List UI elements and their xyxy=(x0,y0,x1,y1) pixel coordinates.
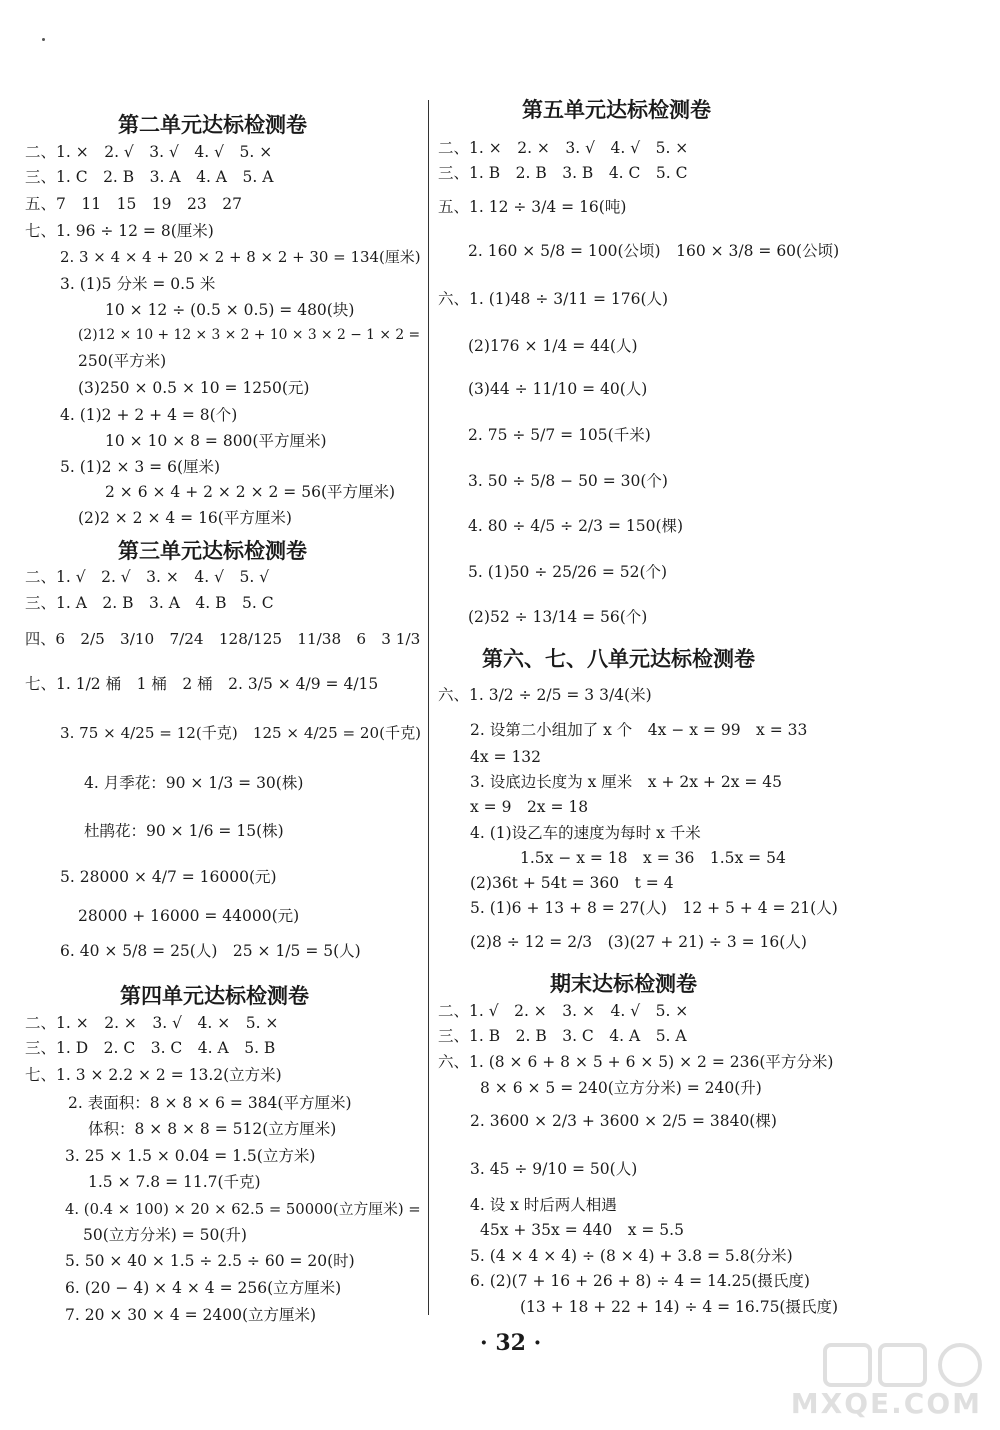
left-answer-line: 三、1. D 2. C 3. C 4. A 5. B xyxy=(25,1039,276,1057)
right-answer-line: 4. (1)设乙车的速度为每时 x 千米 xyxy=(470,824,701,842)
left-answer-line: 4. 月季花：90 × 1/3 = 30(株) xyxy=(84,774,304,792)
right-section-title: 第五单元达标检测卷 xyxy=(522,98,711,122)
left-answer-line: 体积：8 × 8 × 8 = 512(立方厘米) xyxy=(88,1120,337,1138)
left-answer-line: 2 × 6 × 4 + 2 × 2 × 2 = 56(平方厘米) xyxy=(105,483,396,501)
right-answer-line: (3)44 ÷ 11/10 = 40(人) xyxy=(468,380,648,398)
right-section-title: 期末达标检测卷 xyxy=(550,972,697,996)
watermark-text: MXQE.COM xyxy=(790,1387,982,1420)
left-answer-line: 28000 + 16000 = 44000(元) xyxy=(78,907,300,925)
right-answer-line: (2)36t + 54t = 360 t = 4 xyxy=(470,874,674,892)
left-answer-line: 二、1. √ 2. √ 3. × 4. √ 5. √ xyxy=(25,568,270,586)
left-answer-line: 五、7 11 15 19 23 27 xyxy=(25,195,242,213)
right-answer-line: 五、1. 12 ÷ 3/4 = 16(吨) xyxy=(438,198,627,216)
left-answer-line: 250(平方米) xyxy=(78,352,167,370)
left-answer-line: (3)250 × 0.5 × 10 = 1250(元) xyxy=(78,379,310,397)
right-answer-line: 3. 设底边长度为 x 厘米 x + 2x + 2x = 45 xyxy=(470,773,783,791)
left-answer-line: 三、1. C 2. B 3. A 4. A 5. A xyxy=(25,168,274,186)
right-answer-line: 六、1. 3/2 ÷ 2/5 = 3 3/4(米) xyxy=(438,686,652,704)
left-answer-line: (2)12 × 10 + 12 × 3 × 2 + 10 × 3 × 2 − 1 × 2 = xyxy=(78,327,421,343)
right-answer-line: 六、1. (1)48 ÷ 3/11 = 176(人) xyxy=(438,290,669,308)
left-section-title: 第三单元达标检测卷 xyxy=(118,539,307,563)
right-answer-line: (2)176 × 1/4 = 44(人) xyxy=(468,337,638,355)
right-answer-line: 六、1. (8 × 6 + 8 × 5 + 6 × 5) × 2 = 236(平方分米) xyxy=(438,1053,834,1071)
watermark-icon xyxy=(820,1340,990,1390)
right-answer-line: 5. (4 × 4 × 4) ÷ (8 × 4) + 3.8 = 5.8(分米) xyxy=(470,1247,793,1265)
right-answer-line: 3. 45 ÷ 9/10 = 50(人) xyxy=(470,1160,638,1178)
left-answer-line: 七、1. 1/2 桶 1 桶 2 桶 2. 3/5 × 4/9 = 4/15 xyxy=(25,675,379,693)
left-answer-line: 50(立方分米) = 50(升) xyxy=(83,1226,247,1244)
right-answer-line: 2. 75 ÷ 5/7 = 105(千米) xyxy=(468,426,651,444)
left-answer-line: 6. (20 − 4) × 4 × 4 = 256(立方厘米) xyxy=(65,1279,342,1297)
left-answer-line: 四、6 2/5 3/10 7/24 128/125 11/38 6 3 1/3 xyxy=(25,630,421,648)
right-answer-line: 4. 设 x 时后两人相遇 xyxy=(470,1196,617,1214)
left-answer-line: 6. 40 × 5/8 = 25(人) 25 × 1/5 = 5(人) xyxy=(60,942,361,960)
left-answer-line: 4. (0.4 × 100) × 20 × 62.5 = 50000(立方厘米) = xyxy=(65,1201,421,1218)
left-answer-line: 3. (1)5 分米 = 0.5 米 xyxy=(60,275,216,293)
right-answer-line: (13 + 18 + 22 + 14) ÷ 4 = 16.75(摄氏度) xyxy=(520,1298,839,1316)
left-answer-line: 二、1. × 2. × 3. √ 4. × 5. × xyxy=(25,1014,279,1032)
right-answer-line: 3. 50 ÷ 5/8 − 50 = 30(个) xyxy=(468,472,668,490)
left-answer-line: 七、1. 96 ÷ 12 = 8(厘米) xyxy=(25,222,214,240)
right-answer-line: 5. (1)6 + 13 + 8 = 27(人) 12 + 5 + 4 = 21(人) xyxy=(470,899,838,917)
right-answer-line: 6. (2)(7 + 16 + 26 + 8) ÷ 4 = 14.25(摄氏度) xyxy=(470,1272,810,1290)
left-answer-line: 1.5 × 7.8 = 11.7(千克) xyxy=(88,1173,261,1191)
right-answer-line: x = 9 2x = 18 xyxy=(470,798,589,816)
left-answer-line: 10 × 12 ÷ (0.5 × 0.5) = 480(块) xyxy=(105,301,355,319)
right-section-title: 第六、七、八单元达标检测卷 xyxy=(482,647,755,671)
left-answer-line: 2. 3 × 4 × 4 + 20 × 2 + 8 × 2 + 30 = 134(厘米) xyxy=(60,248,421,266)
right-answer-line: 二、1. √ 2. × 3. × 4. √ 5. × xyxy=(438,1002,689,1020)
left-answer-line: 三、1. A 2. B 3. A 4. B 5. C xyxy=(25,594,274,612)
right-answer-line: 二、1. × 2. × 3. √ 4. √ 5. × xyxy=(438,139,689,157)
scan-speck xyxy=(42,38,45,41)
right-answer-line: 2. 3600 × 2/3 + 3600 × 2/5 = 3840(棵) xyxy=(470,1112,777,1130)
left-answer-line: 4. (1)2 + 2 + 4 = 8(个) xyxy=(60,406,238,424)
right-answer-line: (2)8 ÷ 12 = 2/3 (3)(27 + 21) ÷ 3 = 16(人) xyxy=(470,933,807,951)
left-answer-line: 5. 28000 × 4/7 = 16000(元) xyxy=(60,868,277,886)
right-answer-line: 三、1. B 2. B 3. B 4. C 5. C xyxy=(438,164,688,182)
left-answer-line: 10 × 10 × 8 = 800(平方厘米) xyxy=(105,432,327,450)
right-answer-line: 4x = 132 xyxy=(470,748,542,766)
right-answer-line: 4. 80 ÷ 4/5 ÷ 2/3 = 150(棵) xyxy=(468,517,684,535)
right-answer-line: 45x + 35x = 440 x = 5.5 xyxy=(480,1221,684,1239)
left-section-title: 第四单元达标检测卷 xyxy=(120,984,309,1008)
left-answer-line: 七、1. 3 × 2.2 × 2 = 13.2(立方米) xyxy=(25,1066,282,1084)
left-answer-line: (2)2 × 2 × 4 = 16(平方厘米) xyxy=(78,509,292,527)
right-answer-line: 2. 160 × 5/8 = 100(公顷) 160 × 3/8 = 60(公顷) xyxy=(468,242,840,260)
left-answer-line: 杜鹃花：90 × 1/6 = 15(株) xyxy=(84,822,284,840)
column-divider xyxy=(428,100,429,1315)
left-answer-line: 3. 25 × 1.5 × 0.04 = 1.5(立方米) xyxy=(65,1147,316,1165)
left-answer-line: 二、1. × 2. √ 3. √ 4. √ 5. × xyxy=(25,143,273,161)
left-answer-line: 2. 表面积：8 × 8 × 6 = 384(平方厘米) xyxy=(68,1094,352,1112)
left-answer-line: 5. 50 × 40 × 1.5 ÷ 2.5 ÷ 60 = 20(时) xyxy=(65,1252,355,1270)
right-answer-line: 5. (1)50 ÷ 25/26 = 52(个) xyxy=(468,563,668,581)
right-answer-line: 2. 设第二小组加了 x 个 4x − x = 99 x = 33 xyxy=(470,721,808,739)
right-answer-line: (2)52 ÷ 13/14 = 56(个) xyxy=(468,608,648,626)
right-answer-line: 1.5x − x = 18 x = 36 1.5x = 54 xyxy=(520,849,786,867)
right-answer-line: 8 × 6 × 5 = 240(立方分米) = 240(升) xyxy=(480,1079,762,1097)
left-section-title: 第二单元达标检测卷 xyxy=(118,113,307,137)
right-answer-line: 三、1. B 2. B 3. C 4. A 5. A xyxy=(438,1027,687,1045)
page-number: · 32 · xyxy=(480,1330,542,1356)
left-answer-line: 7. 20 × 30 × 4 = 2400(立方厘米) xyxy=(65,1306,317,1324)
watermark-logo xyxy=(790,1340,990,1420)
left-answer-line: 5. (1)2 × 3 = 6(厘米) xyxy=(60,458,221,476)
left-answer-line: 3. 75 × 4/25 = 12(千克) 125 × 4/25 = 20(千克) xyxy=(60,724,422,742)
